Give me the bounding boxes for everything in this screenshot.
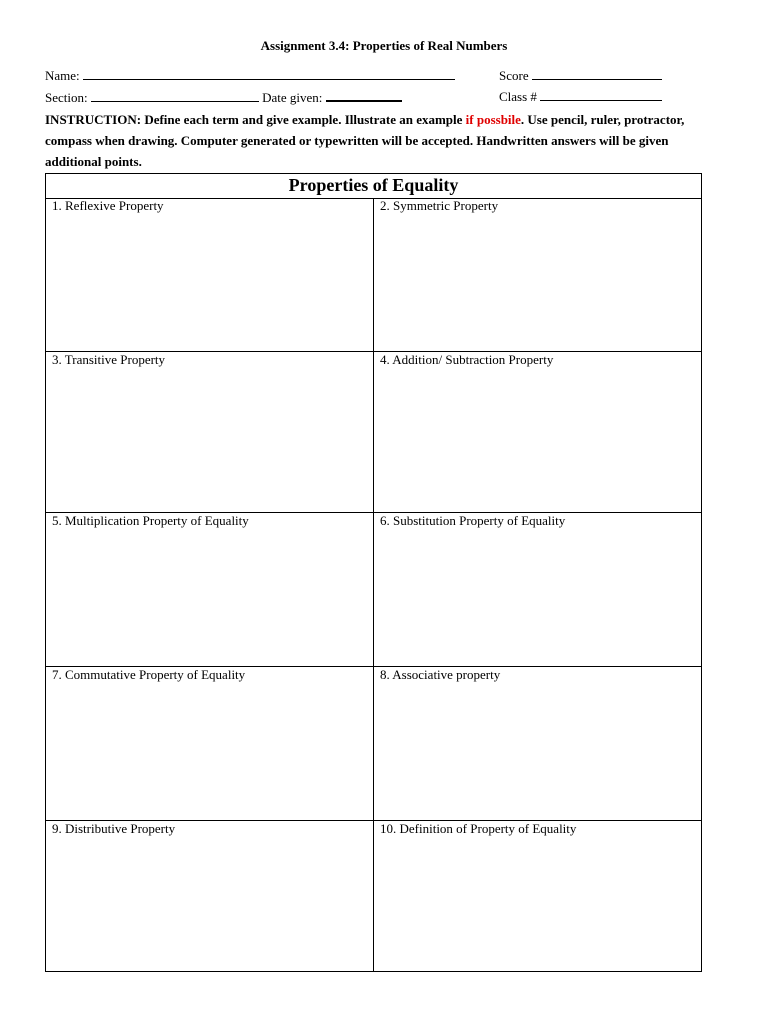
cell-transitive[interactable]: 3. Transitive Property (46, 352, 374, 512)
class-row (499, 89, 662, 105)
cell-associative[interactable]: 8. Associative property (380, 667, 501, 682)
cell-substitution[interactable]: 6. Substitution Property of Equality (380, 513, 566, 528)
date-field[interactable] (326, 89, 402, 102)
instruction-highlight: if possbile (465, 112, 521, 127)
instruction-text (45, 109, 715, 172)
cell-multiplication[interactable]: 5. Multiplication Property of Equality (46, 513, 374, 666)
page-title: Assignment 3.4: Properties of Real Numbers (260, 38, 508, 53)
instruction-part2: . Use pencil, ruler, protractor, compass when drawing. Computer generated or typewritten will be accepted. Handwritten answers will be given additional points. (45, 112, 685, 169)
score-field[interactable] (532, 68, 662, 80)
cell-distributive[interactable]: 9. Distributive Property (46, 821, 374, 972)
cell-addition-subtraction[interactable]: 4. Addition/ Subtraction Property (380, 352, 554, 367)
section-label: Section: (45, 90, 88, 105)
score-label: Score (499, 68, 529, 83)
cell-commutative[interactable]: 7. Commutative Property of Equality (46, 667, 374, 820)
instruction-part1: INSTRUCTION: Define each term and give example. Illustrate an example (45, 112, 466, 127)
properties-table (45, 173, 702, 972)
date-label: Date given: (262, 90, 323, 105)
cell-definition[interactable]: 10. Definition of Property of Equality (380, 821, 577, 836)
section-field[interactable] (91, 90, 259, 102)
score-row (499, 68, 662, 84)
class-label: Class # (499, 89, 537, 104)
class-field[interactable] (540, 89, 662, 101)
table-grid (46, 198, 701, 971)
table-header: Properties of Equality (46, 174, 701, 199)
cell-reflexive[interactable]: 1. Reflexive Property (46, 198, 374, 351)
name-field[interactable] (83, 68, 455, 80)
name-row (45, 68, 455, 84)
section-row (45, 89, 402, 106)
name-label: Name: (45, 68, 80, 83)
cell-symmetric[interactable]: 2. Symmetric Property (380, 198, 499, 213)
